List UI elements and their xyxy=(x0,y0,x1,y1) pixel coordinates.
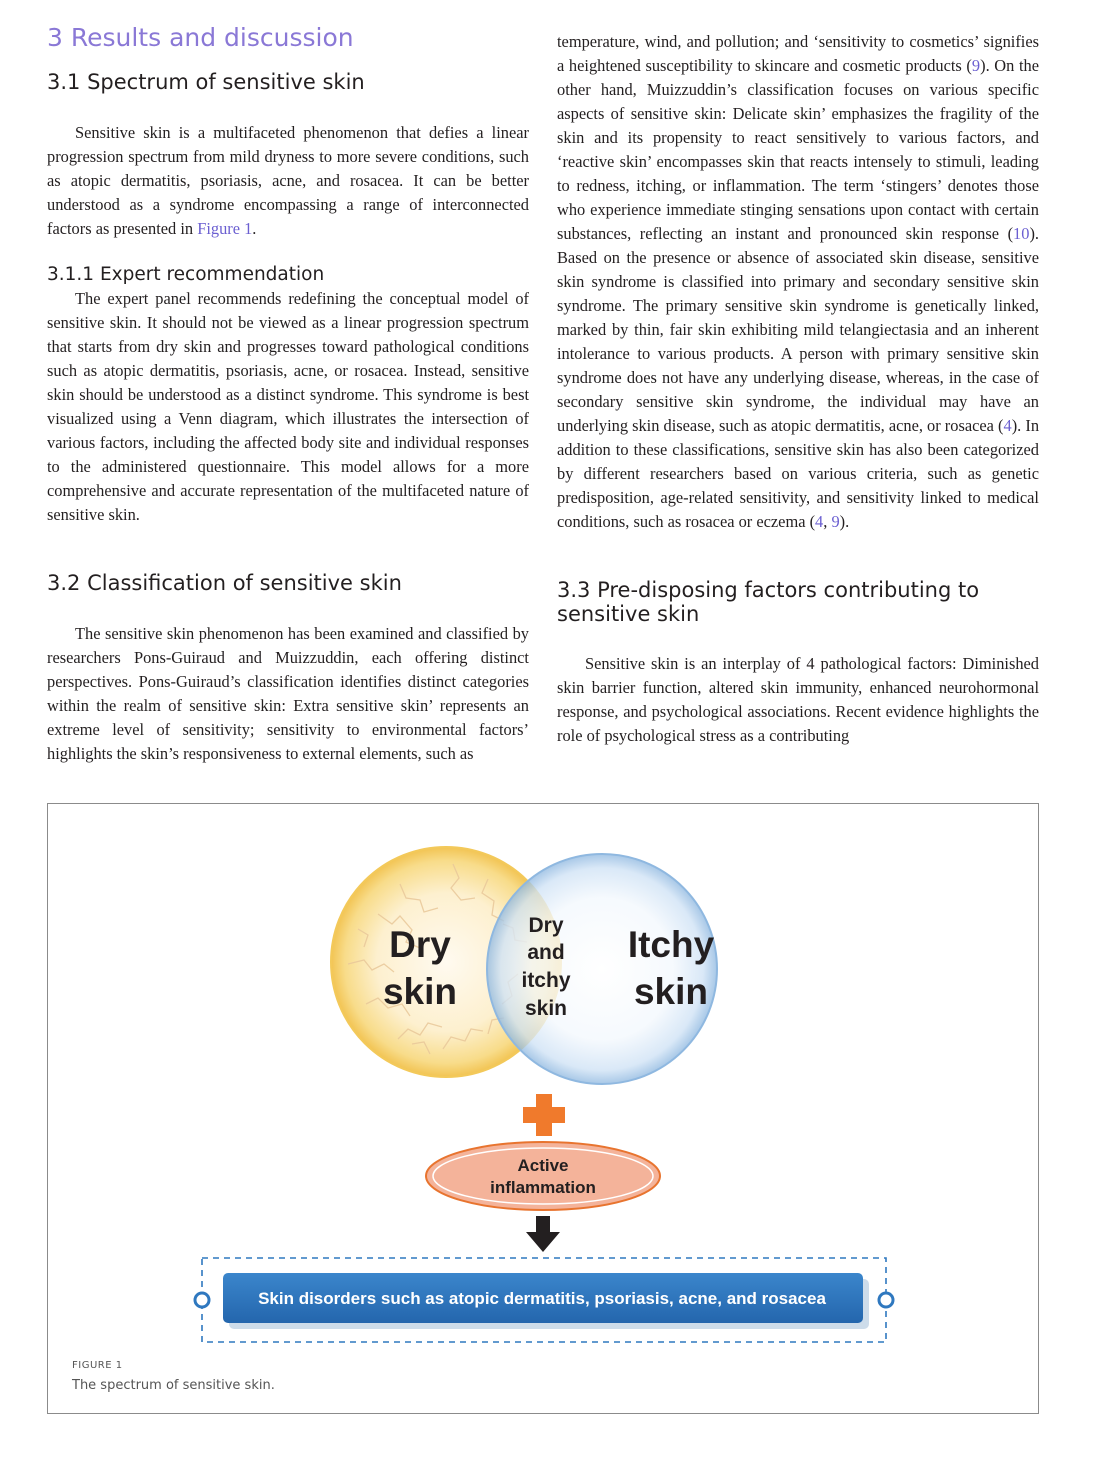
left-column xyxy=(47,22,529,766)
title-line: sensitive skin xyxy=(557,602,700,626)
figure-1 xyxy=(47,803,1039,1414)
dry-skin-label: skin xyxy=(382,971,458,1012)
inflammation-label: Active xyxy=(517,1156,569,1175)
overlap-label: and xyxy=(527,941,565,964)
paragraph-text: ). xyxy=(839,512,850,531)
subsection-3-3-title xyxy=(557,578,1039,626)
overlap-label: Dry xyxy=(528,914,564,937)
inflammation-label: inflammation xyxy=(490,1178,596,1197)
right-column xyxy=(557,30,1039,748)
citation-link[interactable]: 9 xyxy=(831,512,840,531)
active-inflammation-ellipse xyxy=(426,1142,660,1210)
venn-diagram xyxy=(48,804,1038,1413)
paragraph-text: Sensitive skin is a multifaceted phenomenon that defies a linear progression spectrum from mild dryness to more severe conditions, such as atopic dermatitis, psoriasis, acne, and rosacea. It can be better understood as a syndrome encompassing a range of interconnected factors as presented in xyxy=(47,123,529,238)
itchy-skin-label: skin xyxy=(633,971,709,1012)
subsection-3-2-title: 3.2 Classification of sensitive skin xyxy=(47,571,402,595)
citation-link[interactable]: 9 xyxy=(971,56,981,75)
title-line: 3.3 Pre-disposing factors contributing to xyxy=(557,578,980,602)
paragraph-text: , xyxy=(823,512,832,531)
citation-link[interactable]: 4 xyxy=(815,512,824,531)
subsection-3-2-paragraph: The sensitive skin phenomenon has been examined and classified by researchers Pons-Guiraud and Muizzuddin, each offering distinct perspectives. Pons-Guiraud’s classification identifies distinct categories within the realm of sensitive skin: Extra sensitive skin’ represents an extreme level of sensitivity; sensitivity to environmental factors’ highlights the skin’s responsiveness to external elements, such as xyxy=(47,624,529,763)
down-arrow-icon xyxy=(526,1216,560,1252)
dry-skin-label: Dry xyxy=(389,924,451,965)
paragraph-text: ). On the other hand, Muizzuddin’s classification focuses on various specific aspects of sensitive skin: Delicate skin’ emphasizes the fragility of the skin and its propensity to react sensitively to various factors, and ‘reactive skin’ encompasses skin that reacts intensely to stimuli, leading to redness, itching, or inflammation. The term ‘stingers’ denotes those who experience immediate stinging sensations upon contact with certain substances, reflecting an instant and pronounced skin response ( xyxy=(557,56,1040,243)
outcome-label: Skin disorders such as atopic dermatitis, psoriasis, acne, and rosacea xyxy=(258,1289,826,1308)
paragraph-text: ). Based on the presence or absence of associated skin disease, sensitive skin syndrome is classified into primary and secondary sensitive skin syndrome. The primary sensitive skin syndrome is genetically linked, marked by thin, fair skin exhibiting mild telangiectasia and an inherent intolerance to various products. A person with primary sensitive skin syndrome does not have any underlying disease, whereas, in the case of secondary sensitive skin syndrome, the individual may have an underlying skin disease, such as atopic dermatitis, acne, or rosacea ( xyxy=(557,224,1039,435)
itchy-skin-label: Itchy xyxy=(627,924,715,965)
right-connector-icon xyxy=(879,1293,893,1307)
paragraph-text: temperature, wind, and pollution; and ‘sensitivity to cosmetics’ signifies a heightened susceptibility to skincare and cosmetic products ( xyxy=(557,32,1039,75)
citation-link[interactable]: 4 xyxy=(1003,416,1012,435)
left-connector-icon xyxy=(195,1293,209,1307)
subsection-3-1-1-title: 3.1.1 Expert recommendation xyxy=(47,264,325,285)
figure-1-link[interactable]: Figure 1 xyxy=(197,219,253,238)
subsection-3-1-1-paragraph: The expert panel recommends redefining the conceptual model of sensitive skin. It should not be viewed as a linear progression spectrum that starts from dry skin and progresses toward pathological conditions such as atopic dermatitis, psoriasis, acne, or rosacea. Instead, sensitive skin should be understood as a distinct syndrome. This syndrome is best visualized using a Venn diagram, which illustrates the intersection of various factors, including the affected body site and individual responses to the administered questionnaire. This model allows for a more comprehensive and accurate representation of the multifaceted nature of sensitive skin. xyxy=(47,289,529,524)
overlap-label: skin xyxy=(524,997,568,1020)
subsection-3-3-paragraph: Sensitive skin is an interplay of 4 pathological factors: Diminished skin barrier function, altered skin immunity, enhanced neurohormonal response, and psychological associations. Recent evidence highlights the role of psychological stress as a contributing xyxy=(557,654,1039,745)
plus-icon xyxy=(523,1094,565,1136)
subsection-3-1-paragraph xyxy=(47,121,529,241)
section-title: 3 Results and discussion xyxy=(47,23,354,52)
subsection-3-1-title: 3.1 Spectrum of sensitive skin xyxy=(47,70,365,94)
figure-caption: The spectrum of sensitive skin. xyxy=(72,1378,275,1393)
overlap-label: itchy xyxy=(521,969,571,992)
paragraph-text: . xyxy=(252,219,257,238)
classification-paragraph xyxy=(557,30,1039,534)
citation-link[interactable]: 10 xyxy=(1013,224,1030,243)
figure-label: FIGURE 1 xyxy=(72,1360,123,1371)
paragraph-text: ). In addition to these classifications, sensitive skin has also been categorized by different researchers based on various criteria, such as genetic predisposition, age-related sensitivity, and sensitivity linked to medical conditions, such as rosacea or eczema ( xyxy=(557,416,1040,531)
